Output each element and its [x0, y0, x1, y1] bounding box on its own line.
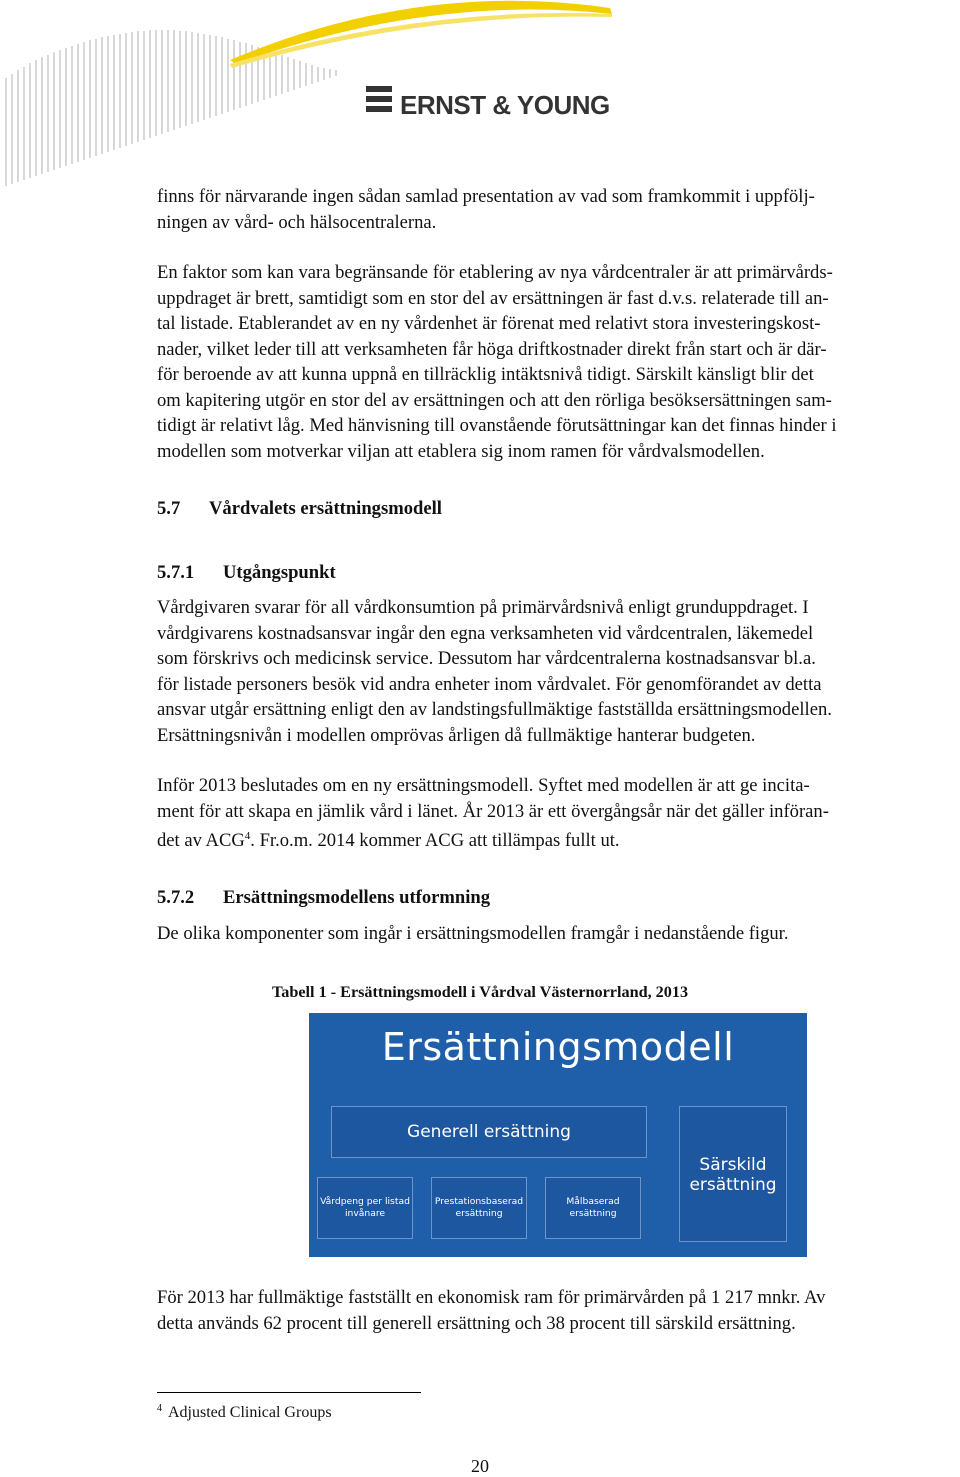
subsection-title: Utgångspunkt: [223, 562, 336, 583]
paragraph-starting-point: [157, 595, 954, 748]
text-line: De olika komponenter som ingår i ersättningsmodellen framgår i nedanstående figur.: [157, 923, 789, 944]
footnote-text: Adjusted Clinical Groups: [168, 1404, 332, 1421]
text-line: Ersättningsnivån i modellen omprövas årligen då fullmäktige hanterar budgeten.: [157, 724, 756, 746]
box-label: Målbaserad: [566, 1196, 620, 1207]
special-compensation-box: [679, 1106, 787, 1242]
section-heading: [157, 498, 442, 520]
subsection-heading: [157, 887, 490, 909]
paragraph-establishment: [157, 260, 954, 464]
subsection-number: 5.7.1: [157, 562, 195, 583]
box-label: ersättning: [689, 1175, 777, 1195]
text-line: finns för närvarande ingen sådan samlad presentation av vad som framkommit i uppfölj-: [157, 186, 815, 207]
page-number: 20: [471, 1456, 489, 1476]
footnote-divider: [157, 1392, 421, 1393]
text-line: tal listade. Etablerandet av en ny vårdenhet är förenat med relativt stora investeringskost-: [157, 313, 821, 334]
paragraph-budget: [157, 1285, 954, 1336]
text-line: ment för att skapa en jämlik vård i länet. År 2013 är ett övergångsår när det gäller införan-: [157, 800, 829, 822]
box-label: ersättning: [569, 1208, 617, 1219]
footnote-number: 4: [157, 1403, 162, 1414]
section-number: 5.7: [157, 498, 181, 519]
text-line: om kapitering utgör en stor del av ersättningen och att den rörliga besöksersättningen sam-: [157, 389, 832, 411]
subsection-title: Ersättningsmodellens utformning: [223, 887, 491, 908]
paragraph-new-model: [157, 773, 954, 854]
subsection-number: 5.7.2: [157, 887, 195, 908]
box-label: ersättning: [455, 1208, 503, 1219]
footnote-reference[interactable]: 4: [244, 830, 251, 842]
text-line: vårdgivarens kostnadsansvar ingår den egna verksamheten vid vårdcentralen, läkemedel: [157, 622, 814, 644]
footnote: [157, 1403, 332, 1422]
ey-logo-mark-icon: [366, 86, 396, 112]
box-label: Särskild: [699, 1155, 767, 1175]
brand-logo: ERNST & YOUNG: [400, 90, 610, 120]
text-line: Inför 2013 beslutades om en ny ersättningsmodell. Syftet med modellen är att ge incita-: [157, 775, 810, 796]
capitation-box: [317, 1177, 413, 1239]
text-line: . Fr.o.m. 2014 kommer ACG att tillämpas fullt ut.: [250, 830, 620, 851]
goal-based-box: [545, 1177, 641, 1239]
table-caption: Tabell 1 - Ersättningsmodell i Vårdval Västernorrland, 2013: [271, 983, 689, 1001]
text-line: För 2013 har fullmäktige fastställt en ekonomisk ram för primärvården på 1 217 mnkr. Av: [157, 1287, 826, 1308]
subsection-heading: [157, 562, 336, 584]
performance-based-box: [431, 1177, 527, 1239]
text-line: för beroende av att kunna uppnå en tillräcklig intäktsnivå tidigt. Särskilt känsligt blir det: [157, 364, 814, 385]
paragraph-intro: [157, 184, 954, 235]
text-line: uppdraget är brett, samtidigt som en stor del av ersättningen är fast d.v.s. relaterade till an-: [157, 287, 829, 309]
box-label: invånare: [344, 1208, 386, 1219]
text-line: ningen av vård- och hälsocentralerna.: [157, 211, 437, 233]
text-line: Vårdgivaren svarar för all vårdkonsumtion på primärvårdsnivå enligt grunduppdraget. I: [157, 597, 809, 618]
text-line: det av ACG: [157, 830, 245, 851]
text-line: som förskrivs och medicinsk service. Dessutom har vårdcentralerna kostnadsansvar bl.a.: [157, 648, 816, 669]
diagram-title: Ersättningsmodell: [381, 1025, 735, 1069]
text-line: nader, vilket leder till att verksamheten får höga driftkostnader direkt från start och är där-: [157, 338, 827, 360]
box-label: Vårdpeng per listad: [320, 1196, 410, 1207]
compensation-model-diagram: [309, 1013, 807, 1257]
box-label: Prestationsbaserad: [434, 1196, 524, 1207]
text-line: för listade personers besök vid andra enheter inom vårdvalet. För genomförandet av detta: [157, 673, 822, 695]
text-line: En faktor som kan vara begränsande för etablering av nya vårdcentraler är att primärvårds-: [157, 262, 833, 283]
text-line: modellen som motverkar viljan att etablera sig inom ramen för vårdvalsmodellen.: [157, 440, 765, 462]
paragraph-components: [157, 921, 954, 947]
general-compensation-box: Generell ersättning: [331, 1106, 647, 1158]
text-line: ansvar utgår ersättning enligt den av landstingsfullmäktige fastställda ersättningsmodellen.: [157, 699, 832, 720]
text-line: tidigt är relativt låg. Med hänvisning till ovanstående förutsättningar kan det finnas hinder i: [157, 415, 837, 436]
section-title: Vårdvalets ersättningsmodell: [209, 498, 442, 519]
text-line: detta används 62 procent till generell ersättning och 38 procent till särskild ersättning.: [157, 1312, 796, 1334]
